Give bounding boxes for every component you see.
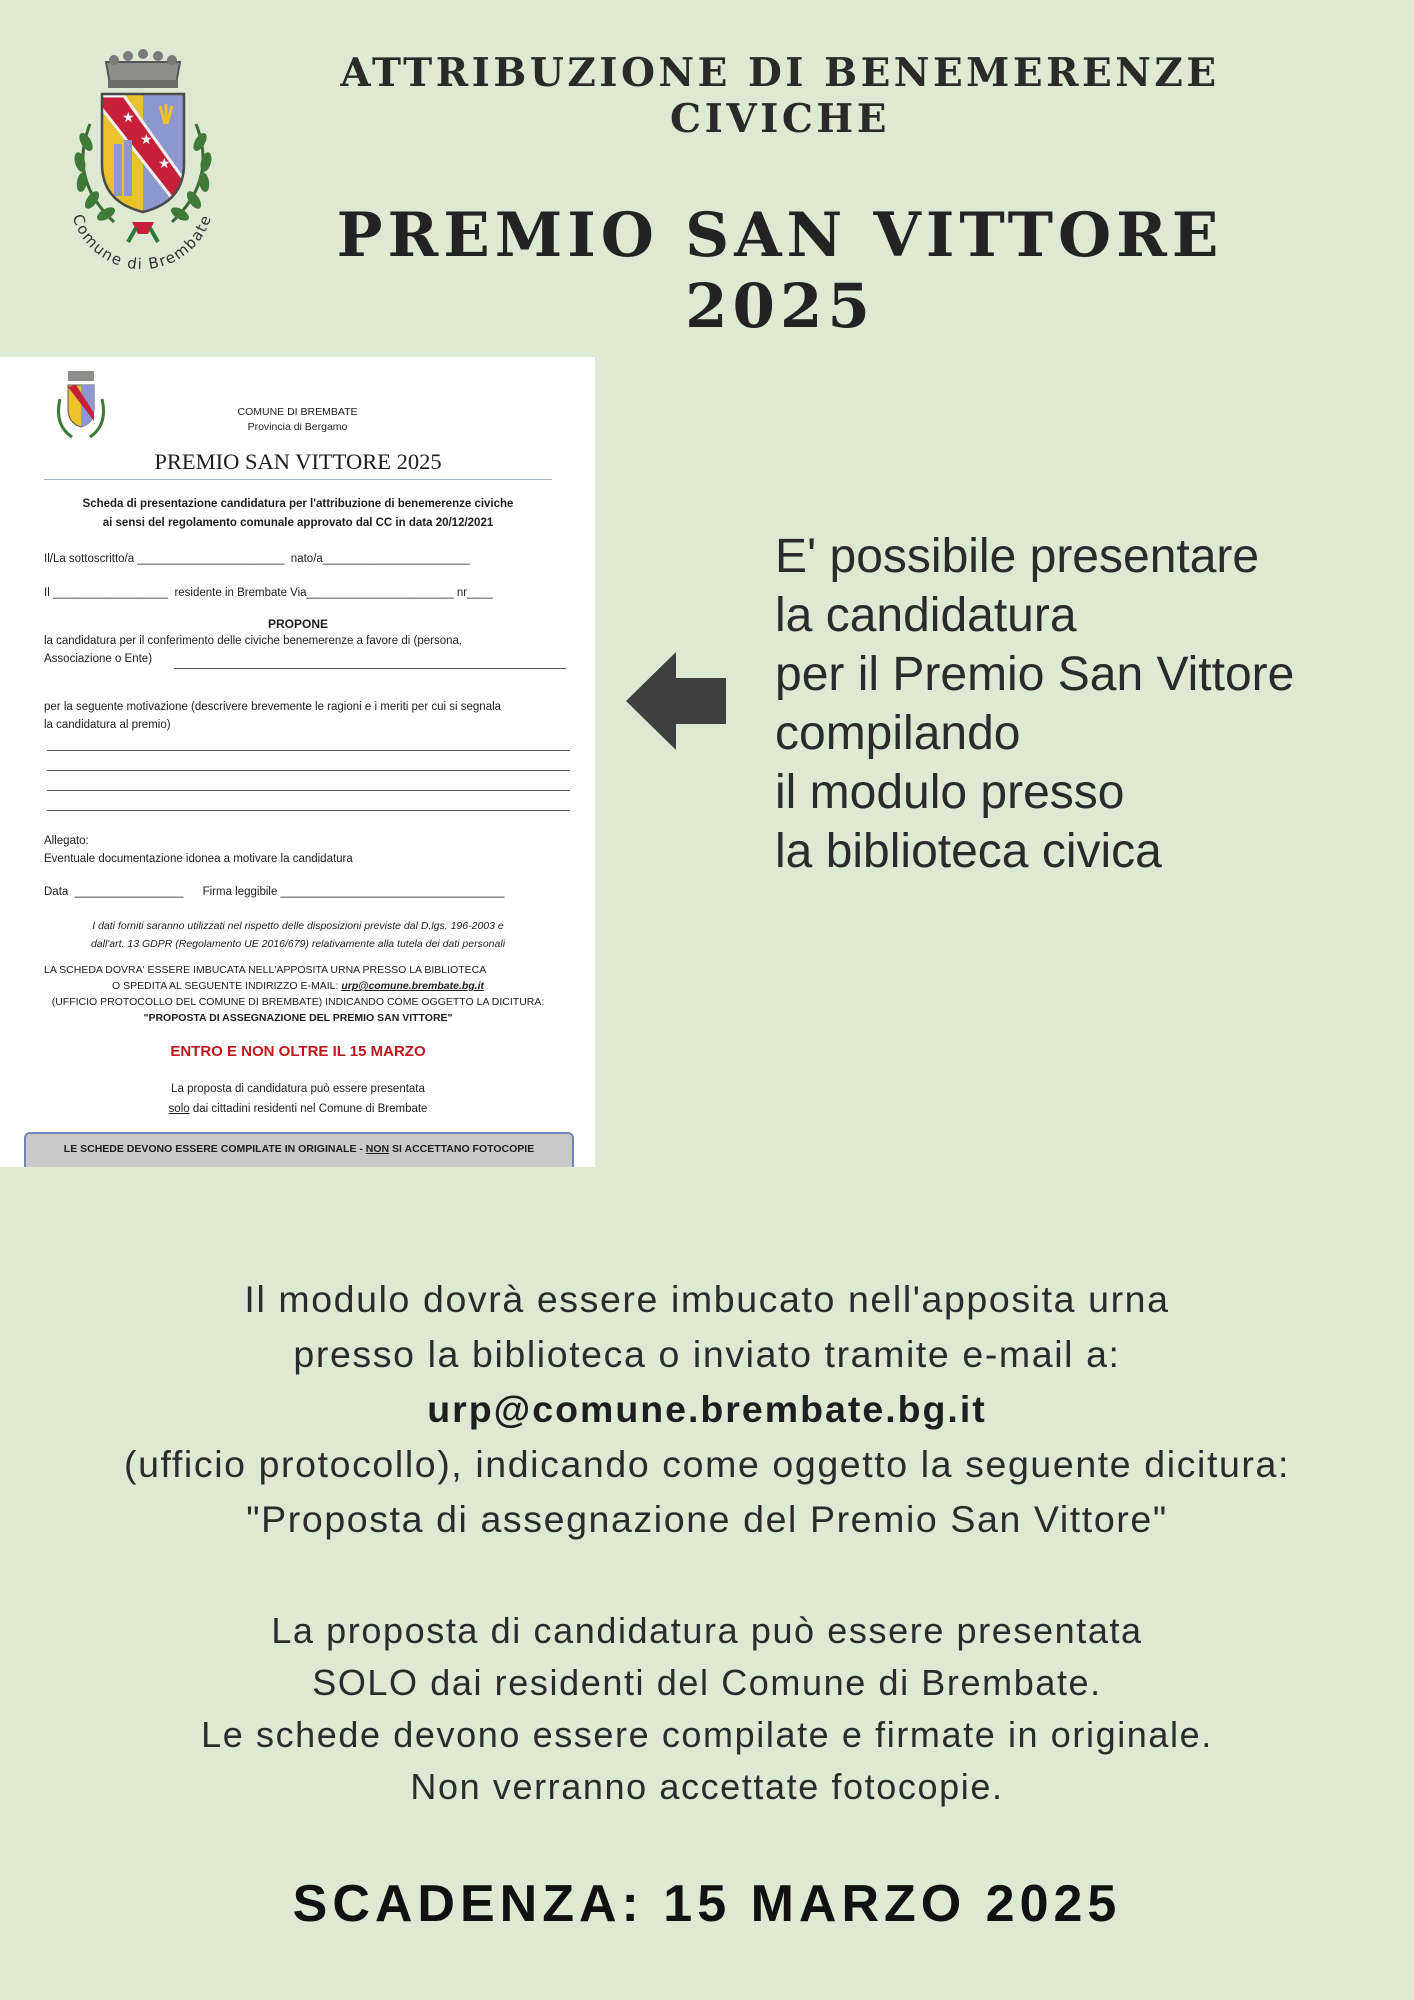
header-kicker: ATTRIBUZIONE DI BENEMERENZE CIVICHE [340, 50, 1220, 142]
form-subtitle-2: ai sensi del regolamento comunale approvato dal CC in data 20/12/2021 [102, 517, 494, 529]
form-title: PREMIO SAN VITTORE 2025 [44, 449, 552, 480]
instructions-line-2: presso la biblioteca o inviato tramite e-mail a: [293, 1333, 1121, 1375]
form-line-sottoscritto: Il/La sottoscritto/a _______________________ nato/a_______________________ [44, 553, 470, 565]
form-rule [47, 810, 570, 811]
form-footer-suffix: SI ACCETTANO FOTOCOPIE [389, 1143, 535, 1155]
form-note-2 [44, 1099, 552, 1119]
eligibility-notes [40, 1605, 1374, 1813]
deadline-banner: SCADENZA: 15 MARZO 2025 [292, 1875, 1122, 1933]
form-note-1: La proposta di candidatura può essere presentata [171, 1083, 425, 1095]
side-text-line: il modulo presso [775, 766, 1125, 819]
svg-text:★: ★ [122, 110, 135, 126]
form-allegato-text: Eventuale documentazione idonea a motivare la candidatura [44, 853, 353, 865]
form-crest-icon [50, 369, 112, 455]
side-text-line: la candidatura [775, 589, 1077, 642]
form-scheda-2 [44, 978, 552, 994]
form-footer-non: NON [365, 1143, 390, 1155]
form-scheda-1: LA SCHEDA DOVRA' ESSERE IMBUCATA NELL'APPOSITA URNA PRESSO LA BIBLIOTECA [44, 964, 487, 976]
side-text-line: E' possibile presentare [775, 530, 1260, 583]
form-rule [47, 750, 570, 751]
svg-text:★: ★ [158, 156, 171, 172]
crest-caption: Comune di Brembate [68, 211, 216, 272]
svg-text:★: ★ [140, 132, 153, 148]
form-subtitle [44, 495, 552, 533]
form-privacy-2: dall'art. 13 GDPR (Regolamento UE 2016/679) relativamente alla tutela dei dati personali [90, 938, 506, 950]
form-provincia: Provincia di Bergamo [247, 421, 348, 433]
instructions-line-5: "Proposta di assegnazione del Premio San Vittore" [246, 1498, 1168, 1540]
form-comune: COMUNE DI BREMBATE [237, 406, 358, 418]
form-header [230, 405, 365, 435]
form-candidatura-1: la candidatura per il conferimento delle civiche benemerenze a favore di (persona, [44, 635, 463, 647]
submission-instructions [40, 1272, 1374, 1547]
instructions-line-4: (ufficio protocollo), indicando come oggetto la seguente dicitura: [124, 1443, 1290, 1485]
form-privacy [44, 917, 552, 953]
form-note-rest: dai cittadini residenti nel Comune di Brembate [189, 1103, 428, 1115]
comune-crest-icon [62, 44, 222, 272]
side-callout [775, 527, 1375, 881]
email-link[interactable]: urp@comune.brembate.bg.it [427, 1388, 987, 1430]
eligibility-line: SOLO dai residenti del Comune di Brembate. [312, 1662, 1102, 1703]
instructions-line-1: Il modulo dovrà essere imbucato nell'apposita urna [244, 1278, 1170, 1320]
form-scheda-4: "PROPOSTA DI ASSEGNAZIONE DEL PREMIO SAN VITTORE" [143, 1012, 453, 1024]
form-email-link[interactable]: urp@comune.brembate.bg.it [341, 980, 484, 992]
form-privacy-1: I dati forniti saranno utilizzati nel rispetto delle disposizioni previste dal D.lgs. 196-2003 e [92, 920, 504, 932]
form-propone: PROPONE [267, 617, 328, 631]
form-data-firma: Data _________________ Firma leggibile ___________________________________ [44, 886, 505, 898]
form-rule [47, 770, 570, 771]
side-text-line: la biblioteca civica [775, 825, 1162, 878]
arrow-left-icon [626, 652, 726, 750]
eligibility-line: Le schede devono essere compilate e firmate in originale. [201, 1714, 1213, 1755]
form-motivazione-1: per la seguente motivazione (descrivere brevemente le ragioni e i meriti per cui si segnala [44, 701, 502, 713]
form-note-solo: solo [168, 1103, 190, 1115]
form-footer-prefix: LE SCHEDE DEVONO ESSERE COMPILATE IN ORIGINALE - [63, 1143, 366, 1155]
form-rule [174, 668, 566, 669]
form-deadline: ENTRO E NON OLTRE IL 15 MARZO [170, 1043, 426, 1060]
form-line-residente: Il __________________ residente in Brembate Via_______________________ nr____ [44, 587, 493, 599]
form-instructions [44, 962, 552, 1026]
form-allegato-label: Allegato: [44, 835, 89, 847]
form-motivazione-2: la candidatura al premio) [44, 719, 171, 731]
form-preview [0, 357, 595, 1167]
form-scheda-3: (UFFICIO PROTOCOLLO DEL COMUNE DI BREMBATE) INDICANDO COME OGGETTO LA DICITURA: [51, 996, 545, 1008]
form-rule [47, 790, 570, 791]
form-scheda-2-prefix: O SPEDITA AL SEGUENTE INDIRIZZO E-MAIL: [112, 980, 342, 992]
form-subtitle-1: Scheda di presentazione candidatura per l'attribuzione di benemerenze civiche [82, 498, 514, 510]
form-footer-banner [24, 1132, 574, 1167]
eligibility-line: Non verranno accettate fotocopie. [410, 1766, 1004, 1807]
eligibility-line: La proposta di candidatura può essere presentata [271, 1610, 1143, 1651]
form-candidatura-2: Associazione o Ente) [44, 653, 153, 665]
form-note [44, 1079, 552, 1119]
page-title: PREMIO SAN VITTORE 2025 [336, 200, 1224, 342]
side-text-line: per il Premio San Vittore [775, 648, 1295, 701]
side-text-line: compilando [775, 707, 1021, 760]
